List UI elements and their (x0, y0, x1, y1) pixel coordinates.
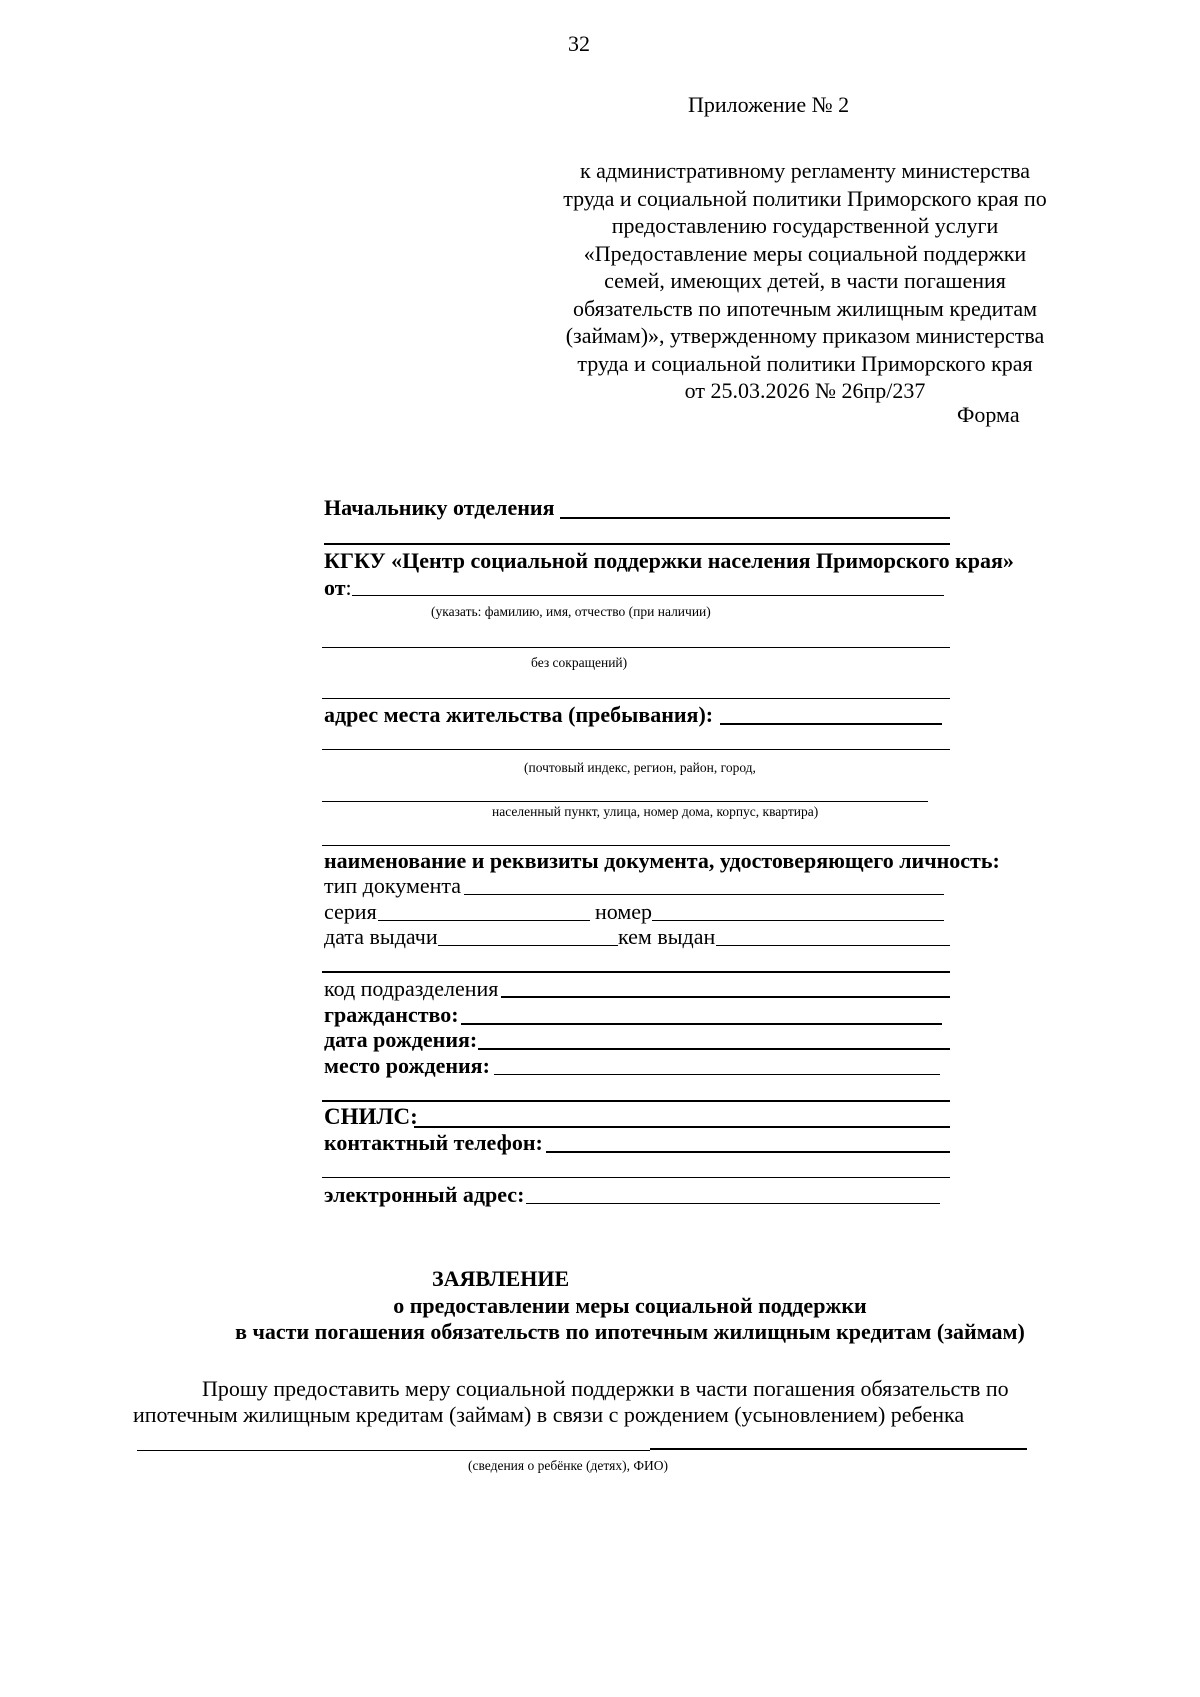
email-label: электронный адрес: (324, 1182, 525, 1207)
issued-by-field[interactable] (716, 945, 950, 946)
appendix-line: (займам)», утвержденному приказом министерства (565, 323, 1045, 348)
series-field[interactable] (378, 920, 590, 921)
phone-field-line2[interactable] (322, 1177, 950, 1178)
statement-subtitle-2: в части погашения обязательств по ипотечным жилищным кредитам (займам) (235, 1319, 1025, 1344)
appendix-heading: Приложение № 2 (688, 92, 850, 117)
appendix-line: семей, имеющих детей, в части погашения (604, 268, 1006, 293)
from-colon: : (345, 575, 352, 600)
appendix-line: труда и социальной политики Приморского края (577, 350, 1033, 376)
child-info-hint: (сведения о ребёнке (детях), ФИО) (468, 1458, 668, 1473)
number-field[interactable] (652, 920, 944, 921)
fio-field-line2[interactable] (322, 647, 950, 648)
email-field[interactable] (526, 1203, 940, 1204)
dept-code-field[interactable] (501, 996, 950, 998)
appendix-line: «Предоставление меры социальной поддержки (583, 240, 1027, 266)
address-label: адрес места жительства (пребывания): (324, 702, 714, 727)
child-info-field[interactable] (137, 1450, 650, 1451)
appendix-text (520, 157, 1090, 405)
birth-date-field[interactable] (478, 1048, 950, 1050)
address-hint-2: населенный пункт, улица, номер дома, корпус, квартира) (492, 804, 819, 819)
snils-label: СНИЛС: (324, 1104, 418, 1129)
dept-code-label: код подразделения (324, 976, 499, 1001)
from-word: от (324, 575, 346, 600)
address-hint: (почтовый индекс, регион, район, город, (524, 760, 756, 775)
number-label: номер (595, 899, 653, 924)
statement-subtitle-1: о предоставлении меры социальной поддержки (393, 1293, 867, 1318)
from-label (324, 574, 352, 602)
birth-date-label: дата рождения: (324, 1027, 478, 1052)
statement-body-line-1: Прошу предоставить меру социальной поддержки в части погашения обязательств по (202, 1376, 1009, 1401)
phone-field[interactable] (546, 1151, 950, 1153)
fio-field-line3[interactable] (322, 698, 950, 699)
child-info-field-right[interactable] (650, 1448, 1027, 1450)
fio-hint-2: без сокращений) (531, 655, 628, 670)
statement-title: ЗАЯВЛЕНИЕ (432, 1266, 570, 1291)
form-label: Форма (957, 402, 1020, 427)
phone-label: контактный телефон: (324, 1130, 543, 1155)
birth-place-field-line2[interactable] (322, 1100, 950, 1102)
to-head-field-line2[interactable] (324, 543, 950, 545)
appendix-line: обязательств по ипотечным жилищным кредитам (572, 295, 1038, 321)
to-head-field[interactable] (560, 517, 950, 519)
citizenship-label: гражданство: (324, 1002, 459, 1027)
series-label: серия (324, 899, 377, 924)
birth-place-label: место рождения: (324, 1053, 490, 1078)
statement-body-line-2: ипотечным жилищным кредитам (займам) в связи с рождением (усыновлением) ребенка (133, 1402, 965, 1427)
address-field[interactable] (720, 723, 942, 725)
issue-date-field[interactable] (438, 945, 618, 946)
issued-by-label: кем выдан (618, 924, 716, 949)
appendix-line: предоставлению государственной услуги (611, 213, 999, 238)
address-field-line2[interactable] (322, 749, 950, 750)
fio-hint: (указать: фамилию, имя, отчество (при наличии) (431, 604, 711, 619)
page-number: 32 (568, 31, 590, 56)
id-document-label: наименование и реквизиты документа, удостоверяющего личность: (324, 848, 1000, 873)
snils-field[interactable] (414, 1126, 950, 1128)
issued-by-field-line2[interactable] (322, 971, 950, 973)
fio-field[interactable] (352, 595, 944, 596)
appendix-line: от 25.03.2026 № 26пр/237 (684, 378, 926, 403)
address-field-line3[interactable] (322, 801, 928, 802)
doc-type-field[interactable] (464, 894, 944, 895)
org-name: КГКУ «Центр социальной поддержки населения Приморского края» (324, 548, 1014, 573)
appendix-line: к административному регламенту министерства (579, 158, 1031, 183)
birth-place-field[interactable] (494, 1074, 940, 1075)
citizenship-field[interactable] (461, 1023, 942, 1025)
issue-date-label: дата выдачи (324, 924, 438, 949)
doc-type-label: тип документа (324, 873, 462, 898)
to-head-label: Начальнику отделения (324, 495, 555, 520)
appendix-line: труда и социальной политики Приморского края по (563, 185, 1047, 211)
address-field-line4[interactable] (322, 845, 950, 846)
